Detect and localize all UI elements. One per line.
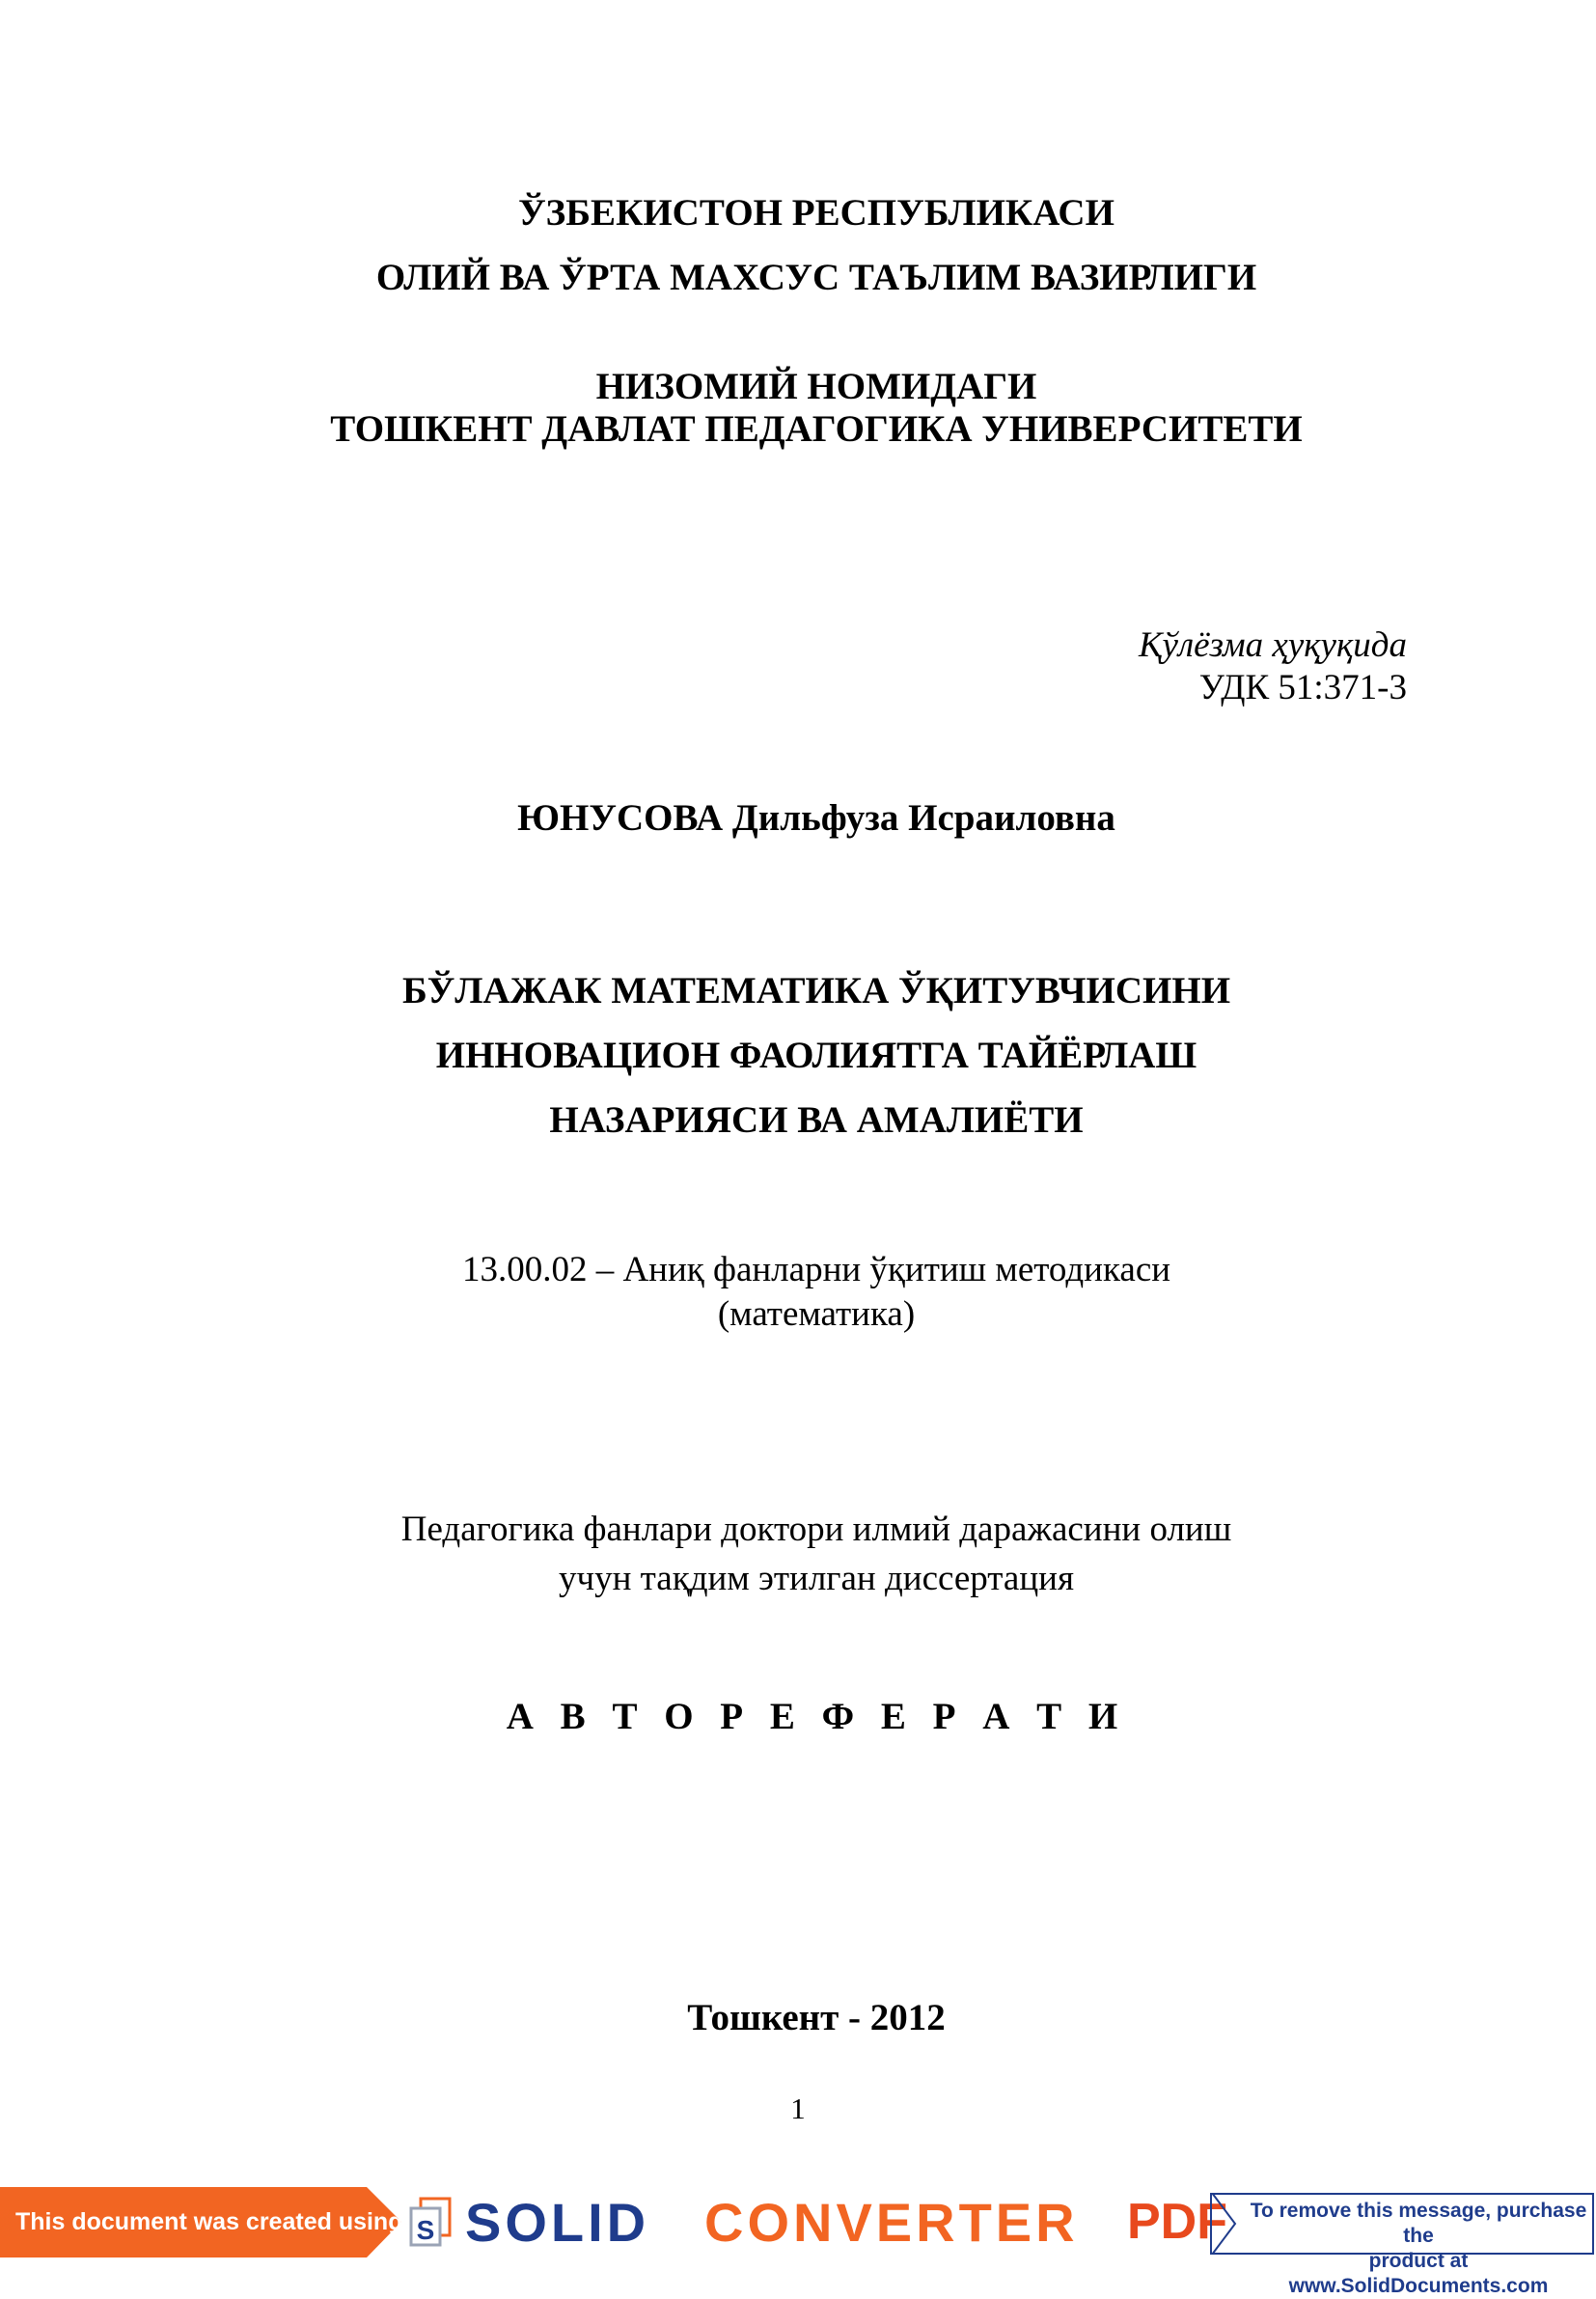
specialty-line-2: (математика)	[717, 1294, 916, 1334]
title-line-3: НАЗАРИЯСИ ВА АМАЛИЁТИ	[549, 1099, 1084, 1141]
republic-heading: ЎЗБЕКИСТОН РЕСПУБЛИКАСИ	[518, 192, 1114, 234]
ministry-heading: ОЛИЙ ВА ЎРТА МАХСУС ТАЪЛИМ ВАЗИРЛИГИ	[375, 257, 1257, 298]
solid-converter-banner[interactable]	[0, 2187, 1596, 2297]
author-name: ЮНУСОВА Дильфуза Исраиловна	[517, 797, 1115, 839]
degree-line-1: Педагогика фанлари доктори илмий даражасини олиш	[400, 1510, 1232, 1549]
brand-solid: SOLID	[465, 2192, 650, 2253]
document-logo-icon	[407, 2197, 454, 2249]
purchase-line-1: To remove this message, purchase the	[1250, 2200, 1587, 2247]
brand-pdf: PDF	[1127, 2194, 1227, 2250]
brand-converter: CONVERTER	[704, 2192, 1079, 2253]
title-line-2: ИННОВАЦИОН ФАОЛИЯТГА ТАЙЁРЛАШ	[435, 1035, 1197, 1076]
page-number: 1	[790, 2091, 806, 2125]
specialty-line-1: 13.00.02 – Аниқ фанларни ўқитиш методикаси	[461, 1250, 1171, 1289]
udc-code: УДК 51:371-3	[1198, 668, 1407, 707]
purchase-message[interactable]	[1245, 2199, 1592, 2299]
document-type: А В Т О Р Е Ф Е Р А Т И	[506, 1696, 1127, 1737]
title-line-1: БЎЛАЖАК МАТЕМАТИКА ЎҚИТУВЧИСИНИ	[401, 970, 1231, 1011]
named-after-heading: НИЗОМИЙ НОМИДАГИ	[595, 366, 1037, 407]
manuscript-rights: Қўлёзма ҳуқуқида	[1138, 625, 1407, 665]
degree-line-2: учун тақдим этилган диссертация	[559, 1559, 1074, 1598]
university-heading: ТОШКЕНТ ДАВЛАТ ПЕДАГОГИКА УНИВЕРСИТЕТИ	[330, 408, 1303, 450]
purchase-line-2[interactable]: product at www.SolidDocuments.com	[1288, 2250, 1549, 2297]
banner-created-using: This document was created using	[15, 2208, 403, 2235]
place-year: Тошкент - 2012	[687, 1997, 946, 2038]
chevron-right-icon	[1210, 2193, 1237, 2255]
svg-text:S: S	[416, 2215, 435, 2245]
